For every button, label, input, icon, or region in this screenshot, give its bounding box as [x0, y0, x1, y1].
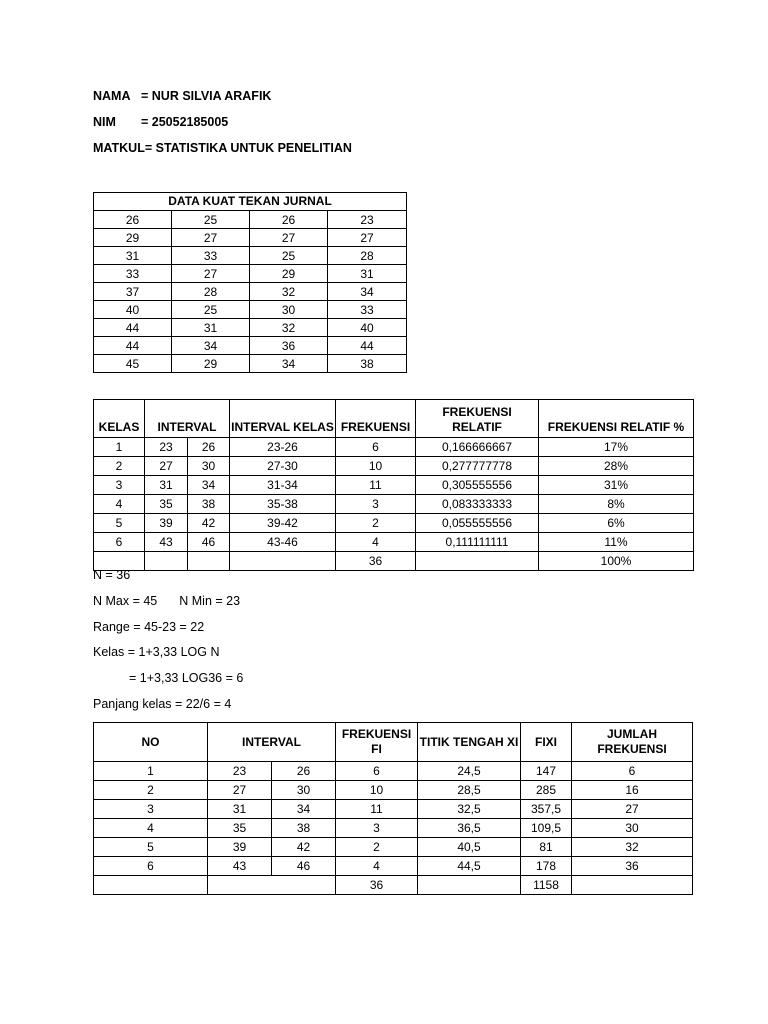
nim-line — [93, 115, 228, 129]
table-cell: 27 — [145, 457, 188, 476]
table-cell: 28 — [172, 283, 250, 301]
table-cell: 81 — [521, 838, 572, 857]
table-cell: 29 — [250, 265, 328, 283]
table-cell: 1 — [94, 438, 145, 457]
note-nmax-nmin — [93, 594, 240, 608]
table-cell: 31 — [328, 265, 407, 283]
table-cell: 40 — [328, 319, 407, 337]
table-cell: 36,5 — [418, 819, 521, 838]
table-cell: 36 — [250, 337, 328, 355]
frekuensi-table — [93, 399, 694, 571]
table-cell: 2 — [336, 514, 416, 533]
table-cell: 27 — [172, 229, 250, 247]
total-fixi: 1158 — [521, 876, 572, 895]
data-kuat-tekan-table — [93, 192, 407, 373]
table-cell: 23 — [328, 211, 407, 229]
table-row — [94, 229, 407, 247]
header-titik-tengah: TITIK TENGAH XI — [418, 723, 521, 762]
table-cell: 42 — [272, 838, 336, 857]
table-cell: 26 — [250, 211, 328, 229]
table-cell: 30 — [250, 301, 328, 319]
table-cell: 28 — [328, 247, 407, 265]
nama-line — [93, 89, 271, 103]
table-cell: 3 — [94, 800, 208, 819]
table-cell: 23-26 — [230, 438, 336, 457]
table-cell: 24,5 — [418, 762, 521, 781]
table-cell: 31 — [208, 800, 272, 819]
table-cell: 34 — [172, 337, 250, 355]
table1-title: DATA KUAT TEKAN JURNAL — [94, 193, 407, 211]
table-cell: 36 — [572, 857, 693, 876]
table-cell: 44 — [94, 319, 172, 337]
table-cell: 5 — [94, 514, 145, 533]
table-cell: 6 — [336, 438, 416, 457]
table-cell: 31 — [172, 319, 250, 337]
table-cell: 27 — [572, 800, 693, 819]
table-row — [94, 211, 407, 229]
table-cell: 32 — [250, 319, 328, 337]
table-row — [94, 265, 407, 283]
table-cell: 2 — [94, 781, 208, 800]
table-cell: 34 — [272, 800, 336, 819]
table-cell: 11% — [539, 533, 694, 552]
table-cell: 30 — [572, 819, 693, 838]
table-cell: 31 — [145, 476, 188, 495]
header-interval: INTERVAL — [145, 400, 230, 438]
table-row — [94, 438, 694, 457]
table-cell: 34 — [328, 283, 407, 301]
table-cell: 23 — [208, 762, 272, 781]
table-cell: 3 — [336, 819, 418, 838]
table-cell: 43 — [208, 857, 272, 876]
table-cell — [230, 552, 336, 571]
header-frekuensi: FREKUENSI — [336, 400, 416, 438]
table-cell: 38 — [328, 355, 407, 373]
table-cell: 46 — [272, 857, 336, 876]
table-cell: 0,166666667 — [416, 438, 539, 457]
note-n: N = 36 — [93, 568, 131, 582]
table-cell: 29 — [172, 355, 250, 373]
table-cell: 27 — [208, 781, 272, 800]
header-frekuensi-relatif-persen: FREKUENSI RELATIF % — [539, 400, 694, 438]
header-interval: INTERVAL — [208, 723, 336, 762]
table-cell: 178 — [521, 857, 572, 876]
table-cell: 5 — [94, 838, 208, 857]
table-row — [94, 476, 694, 495]
header-fixi: FIXI — [521, 723, 572, 762]
table-row — [94, 457, 694, 476]
table-row — [94, 800, 693, 819]
table-row — [94, 857, 693, 876]
table-cell: 27 — [328, 229, 407, 247]
table-cell: 4 — [336, 533, 416, 552]
note-nmin: N Min = 23 — [179, 594, 241, 608]
table-row — [94, 838, 693, 857]
table-cell: 37 — [94, 283, 172, 301]
table-cell: 28,5 — [418, 781, 521, 800]
table-cell: 43 — [145, 533, 188, 552]
note-kelas-result: = 1+3,33 LOG36 = 6 — [129, 671, 244, 685]
table-row — [94, 781, 693, 800]
table-cell: 32,5 — [418, 800, 521, 819]
table-cell: 1 — [94, 762, 208, 781]
table-cell: 26 — [188, 438, 230, 457]
table-cell — [94, 876, 208, 895]
table-row-total — [94, 552, 694, 571]
table-cell: 40,5 — [418, 838, 521, 857]
table-cell: 28% — [539, 457, 694, 476]
table-cell: 4 — [94, 819, 208, 838]
table-cell: 0,277777778 — [416, 457, 539, 476]
note-panjang-kelas: Panjang kelas = 22/6 = 4 — [93, 697, 232, 711]
header-jumlah-frekuensi: JUMLAH FREKUENSI — [572, 723, 693, 762]
table-cell: 43-46 — [230, 533, 336, 552]
table-cell: 2 — [336, 838, 418, 857]
table-cell: 109,5 — [521, 819, 572, 838]
table-cell: 35-38 — [230, 495, 336, 514]
table-cell: 4 — [94, 495, 145, 514]
header-frekuensi-relatif: FREKUENSI RELATIF — [416, 400, 539, 438]
table-cell: 31-34 — [230, 476, 336, 495]
table-cell: 34 — [188, 476, 230, 495]
table-row — [94, 355, 407, 373]
table-cell: 46 — [188, 533, 230, 552]
table-row — [94, 283, 407, 301]
table-cell: 39-42 — [230, 514, 336, 533]
table-cell: 40 — [94, 301, 172, 319]
total-persen: 100% — [539, 552, 694, 571]
table-cell: 10 — [336, 781, 418, 800]
header-kelas: KELAS — [94, 400, 145, 438]
table-cell: 6 — [572, 762, 693, 781]
table-cell: 27 — [172, 265, 250, 283]
table-cell: 147 — [521, 762, 572, 781]
table-cell — [208, 876, 336, 895]
table-cell: 16 — [572, 781, 693, 800]
table-cell: 285 — [521, 781, 572, 800]
nama-value: = NUR SILVIA ARAFIK — [141, 89, 272, 103]
table-cell: 6 — [94, 533, 145, 552]
table-cell: 11 — [336, 800, 418, 819]
note-range: Range = 45-23 = 22 — [93, 620, 205, 634]
table-cell: 0,111111111 — [416, 533, 539, 552]
table-cell: 33 — [172, 247, 250, 265]
table-row-total — [94, 876, 693, 895]
header-frekuensi-fi: FREKUENSI FI — [336, 723, 418, 762]
table-cell: 27 — [250, 229, 328, 247]
table-cell: 30 — [188, 457, 230, 476]
table-cell: 29 — [94, 229, 172, 247]
table-cell: 38 — [188, 495, 230, 514]
table-cell: 30 — [272, 781, 336, 800]
table-cell: 44 — [328, 337, 407, 355]
table-cell: 2 — [94, 457, 145, 476]
table-cell: 34 — [250, 355, 328, 373]
table-cell — [572, 876, 693, 895]
table-cell: 357,5 — [521, 800, 572, 819]
table-cell — [188, 552, 230, 571]
note-nmax: N Max = 45 — [93, 594, 158, 608]
table-cell: 39 — [208, 838, 272, 857]
table-cell: 26 — [272, 762, 336, 781]
table-cell: 11 — [336, 476, 416, 495]
table-cell: 25 — [250, 247, 328, 265]
table-cell: 10 — [336, 457, 416, 476]
table-row — [94, 762, 693, 781]
header-no: NO — [94, 723, 208, 762]
table-cell: 31 — [94, 247, 172, 265]
nama-label: NAMA — [93, 89, 131, 103]
table-cell: 33 — [94, 265, 172, 283]
table-row — [94, 495, 694, 514]
table-cell: 32 — [250, 283, 328, 301]
table-row — [94, 337, 407, 355]
table-cell: 25 — [172, 301, 250, 319]
table-cell: 35 — [145, 495, 188, 514]
table-cell: 6 — [336, 762, 418, 781]
table-cell: 33 — [328, 301, 407, 319]
table-cell: 0,055555556 — [416, 514, 539, 533]
matkul-line: MATKUL= STATISTIKA UNTUK PENELITIAN — [93, 141, 352, 155]
table-cell: 31% — [539, 476, 694, 495]
nim-label: NIM — [93, 115, 116, 129]
table-cell: 17% — [539, 438, 694, 457]
table-row — [94, 533, 694, 552]
total-fi: 36 — [336, 876, 418, 895]
table-cell: 3 — [94, 476, 145, 495]
table-cell: 26 — [94, 211, 172, 229]
table-cell — [418, 876, 521, 895]
table-cell: 4 — [336, 857, 418, 876]
table-cell: 38 — [272, 819, 336, 838]
table-cell: 6% — [539, 514, 694, 533]
table-cell: 8% — [539, 495, 694, 514]
table-cell: 45 — [94, 355, 172, 373]
nim-value: = 25052185005 — [141, 115, 229, 129]
total-frekuensi: 36 — [336, 552, 416, 571]
table-row — [94, 514, 694, 533]
table-row — [94, 301, 407, 319]
table-cell: 3 — [336, 495, 416, 514]
table-row — [94, 819, 693, 838]
table-cell: 0,083333333 — [416, 495, 539, 514]
table-cell: 25 — [172, 211, 250, 229]
table-cell: 44,5 — [418, 857, 521, 876]
table-cell: 6 — [94, 857, 208, 876]
table-cell — [145, 552, 188, 571]
table-cell — [416, 552, 539, 571]
table-cell: 32 — [572, 838, 693, 857]
table-cell: 35 — [208, 819, 272, 838]
table-cell: 27-30 — [230, 457, 336, 476]
distribusi-table — [93, 722, 693, 895]
table-cell: 0,305555556 — [416, 476, 539, 495]
table-cell: 23 — [145, 438, 188, 457]
table-cell: 39 — [145, 514, 188, 533]
table-cell: 42 — [188, 514, 230, 533]
table-cell: 44 — [94, 337, 172, 355]
table-row — [94, 247, 407, 265]
note-kelas-formula: Kelas = 1+3,33 LOG N — [93, 645, 220, 659]
table-row — [94, 319, 407, 337]
header-interval-kelas: INTERVAL KELAS — [230, 400, 336, 438]
